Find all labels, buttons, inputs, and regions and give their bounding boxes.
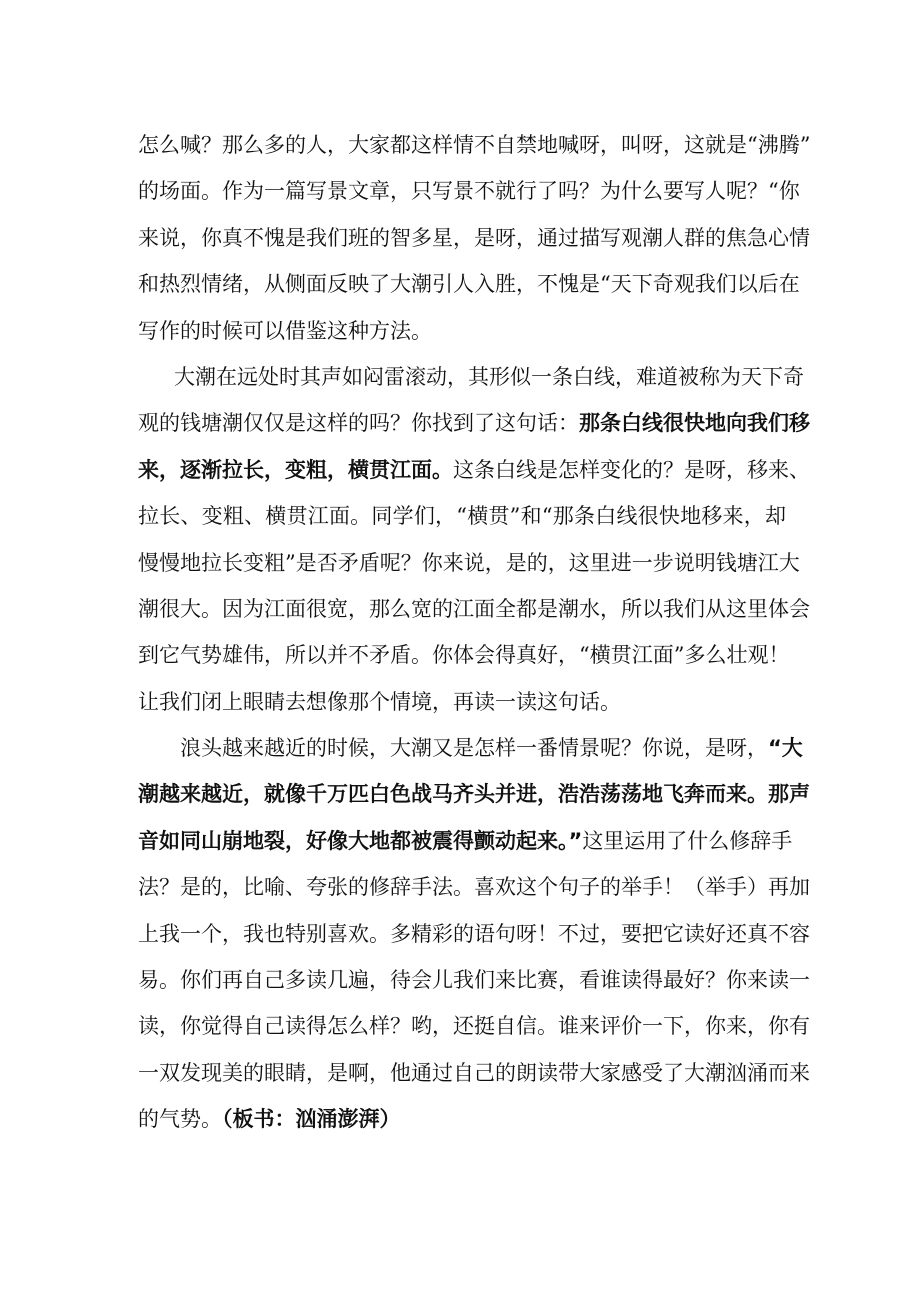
text-line: 到它气势雄伟，所以并不矛盾。你体会得真好，“横贯江面”多么壮观！ (138, 643, 790, 668)
text-line (138, 400, 810, 446)
bold-quote: “大 (768, 736, 803, 761)
plain-text: 浪头越来越近的时候，大潮又是怎样一番情景呢？你说，是呀， (180, 736, 768, 761)
text-line: 上我一个，我也特别喜欢。多精彩的语句呀！不过，要把它读好还真不容 (138, 921, 810, 946)
text-line: 潮很大。因为江面很宽，那么宽的江面全都是潮水，所以我们从这里体会 (138, 596, 810, 621)
paragraph-3 (138, 725, 810, 1143)
plain-text: 这条白线是怎样变化的？是呀，移来、 (453, 457, 810, 482)
text-line: 来说，你真不愧是我们班的智多星，是呀，通过描写观潮人群的焦急心情 (138, 225, 810, 250)
text-line: 的场面。作为一篇写景文章，只写景不就行了吗？为什么要写人呢？“你 (138, 179, 800, 204)
text-line: 让我们闭上眼睛去想像那个情境，再读一读这句话。 (138, 689, 621, 714)
text-line: 法？是的，比喻、夸张的修辞手法。喜欢这个句子的举手！（举手）再加 (138, 875, 810, 900)
paragraph-2 (138, 354, 810, 725)
text-line: 易。你们再自己多读几遍，待会儿我们来比赛，看谁读得最好？你来读一 (138, 968, 810, 993)
bold-quote: 来，逐渐拉长，变粗，横贯江面。 (138, 457, 453, 482)
text-line: 慢慢地拉长变粗”是否矛盾呢？你来说，是的，这里进一步说明钱塘江大 (138, 550, 800, 575)
text-line (138, 818, 793, 864)
text-line (138, 725, 803, 771)
text-line: 写作的时候可以借鉴这种方法。 (138, 318, 432, 343)
paragraph-1 (138, 122, 811, 354)
plain-text: 这里运用了什么修辞手 (582, 828, 793, 853)
text-line: 一双发现美的眼睛，是啊，他通过自己的朗读带大家感受了大潮汹涌而来 (138, 1060, 810, 1085)
plain-text: 观的钱塘潮仅仅是这样的吗？你找到了这句话： (138, 411, 579, 436)
plain-text: 的气势。 (138, 1107, 222, 1132)
bold-quote: 潮越来越近，就像千万匹白色战马齐头并进，浩浩荡荡地飞奔而来。那声 (138, 782, 810, 807)
text-line: 大潮在远处时其声如闷雷滚动，其形似一条白线，难道被称为天下奇 (174, 364, 804, 389)
text-line (138, 447, 810, 493)
document-page (138, 122, 811, 1143)
text-line (138, 1096, 786, 1142)
bold-quote: 音如同山崩地裂，好像大地都被震得颤动起来。” (138, 828, 583, 853)
bold-quote: 那条白线很快地向我们移 (579, 411, 810, 436)
text-line: 读，你觉得自己读得怎么样？哟，还挺自信。谁来评价一下，你来，你有 (138, 1014, 810, 1039)
blackboard-note: （板书：汹涌澎湃） (222, 1107, 401, 1132)
text-line: 拉长、变粗、横贯江面。同学们，“横贯”和“那条白线很快地移来，却 (138, 504, 786, 529)
text-line: 怎么喊？那么多的人，大家都这样情不自禁地喊呀，叫呀，这就是“沸腾” (138, 133, 811, 157)
text-line (138, 771, 810, 817)
text-line: 和热烈情绪，从侧面反映了大潮引人入胜，不愧是“天下奇观我们以后在 (138, 272, 800, 297)
